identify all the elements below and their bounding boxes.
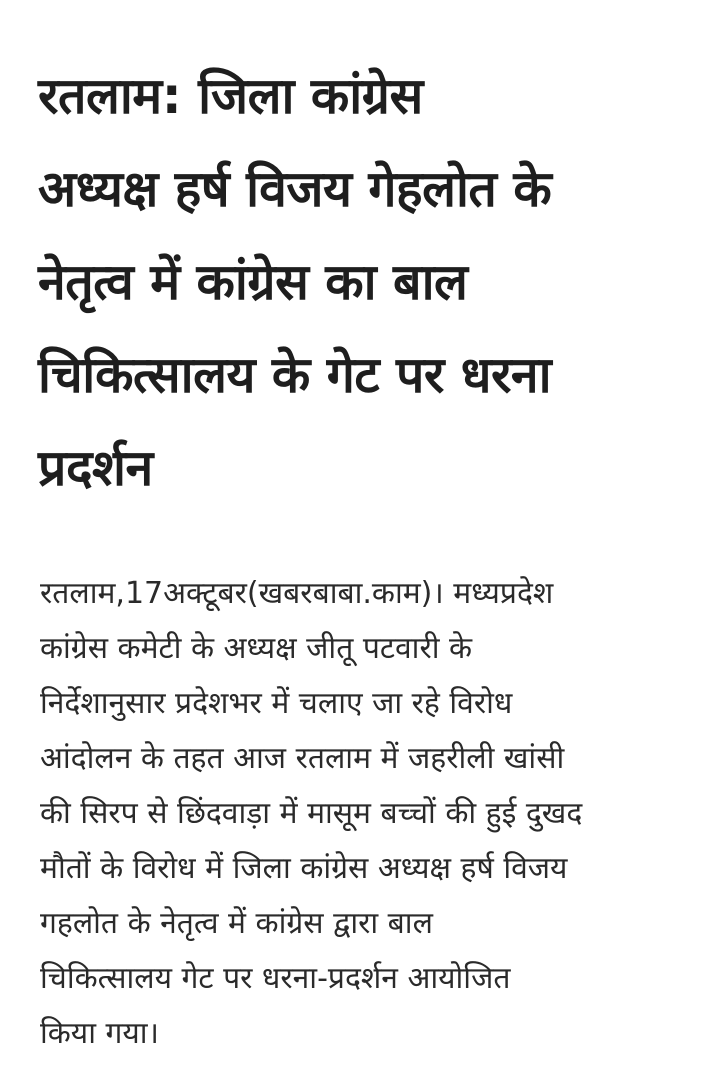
headline-line: रतलाम: जिला कांग्रेस [38,67,423,125]
body-line: रतलाम,17अक्टूबर(खबरबाबा.काम)। मध्यप्रदेश [40,576,554,611]
body-line: कांग्रेस कमेटी के अध्यक्ष जीतू पटवारी के [40,631,473,666]
headline-line: अध्यक्ष हर्ष विजय गेहलोत के [38,160,552,218]
body-line: आंदोलन के तहत आज रतलाम में जहरीली खांसी [40,741,565,776]
body-line: की सिरप से छिंदवाड़ा में मासूम बच्चों की हुई दुखद [40,796,583,831]
article-body [40,566,700,1061]
headline-line: चिकित्सालय के गेट पर धरना [38,346,552,404]
body-line: मौतों के विरोध में जिला कांग्रेस अध्यक्ष हर्ष विजय [40,851,568,886]
body-line: किया गया। [40,1016,159,1051]
headline-line: नेतृत्व में कांग्रेस का बाल [38,253,468,311]
body-line: निर्देशानुसार प्रदेशभर में चलाए जा रहे विरोध [40,686,513,721]
body-line: गहलोत के नेतृत्व में कांग्रेस द्वारा बाल [40,906,433,941]
body-line: चिकित्सालय गेट पर धरना-प्रदर्शन आयोजित [40,961,511,996]
article-headline [38,50,698,515]
headline-line: प्रदर्शन [38,439,153,497]
